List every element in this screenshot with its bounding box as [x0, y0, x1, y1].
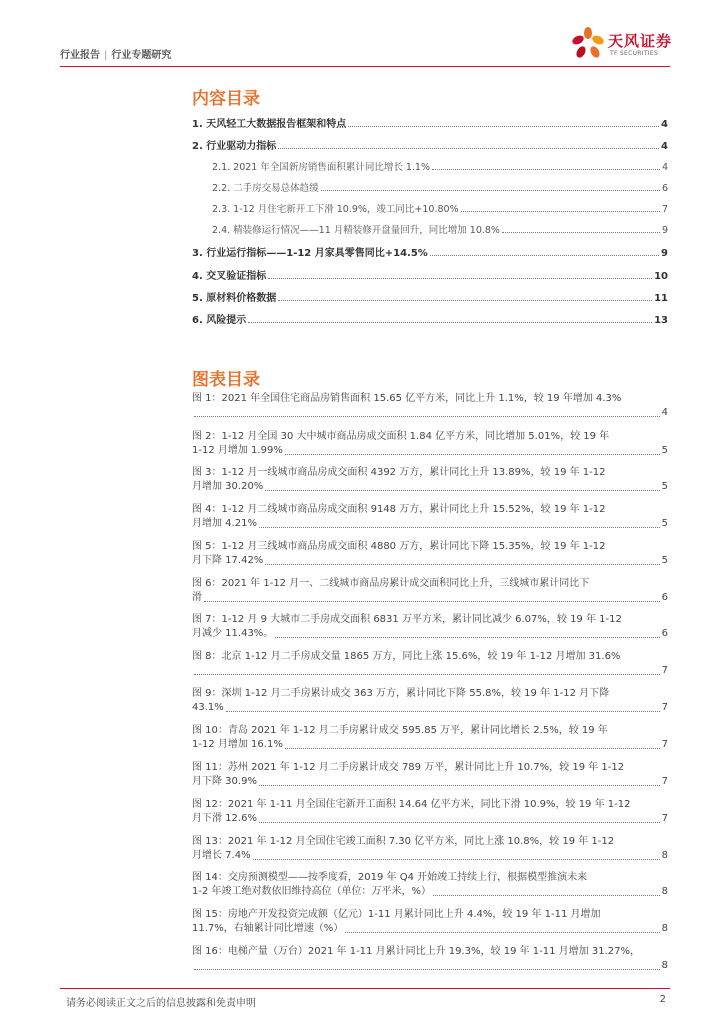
figure-entry[interactable]	[192, 613, 668, 641]
toc-entry-page: 10	[654, 271, 668, 282]
figure-leader-dots	[259, 822, 660, 823]
figure-leader-dots	[194, 969, 660, 970]
figure-entry-caption-cont: 43.1%	[192, 702, 224, 713]
figure-leader-dots	[433, 895, 660, 896]
figure-entry-caption: 图 13：2021 年 1-12 月全国住宅竣工面积 7.30 亿平方米，同比上涨 10.8%，较 19 年 1-12	[192, 836, 615, 847]
toc-entry-label: 4. 交叉验证指标	[192, 271, 267, 282]
figure-entry-caption: 图 6：2021 年 1-12 月一、二线城市商品房累计成交面积同比上升，三线城市累计同比下	[192, 578, 590, 589]
figure-entry-page: 7	[661, 739, 668, 750]
figure-entry-page: 8	[661, 886, 668, 897]
figure-entry-caption: 图 11：苏州 2021 年 1-12 月二手房累计成交 789 万平，累计同比上升 10.7%，较 19 年 1-12	[192, 762, 625, 773]
figure-entry-caption: 图 12：2021 年 1-11 月全国住宅新开工面积 14.64 亿平方米，同比下滑 10.9%，较 19 年 1-12	[192, 799, 631, 810]
toc-entry[interactable]	[192, 268, 668, 282]
figure-entry-continuation	[192, 517, 668, 531]
figure-entry-caption: 图 3：1-12 月一线城市商品房成交面积 4392 万方，累计同比上升 13.89%，较 19 年 1-12	[192, 467, 606, 478]
figure-entry-caption: 图 9：深圳 1-12 月二手房累计成交 363 万方，累计同比下降 55.8%，较 19 年 1-12 月下降	[192, 688, 610, 699]
toc-entry[interactable]	[212, 201, 668, 215]
figure-entry-caption-cont: 1-12 月增加 1.99%	[192, 445, 283, 456]
figure-entry-continuation	[192, 701, 668, 715]
figure-entry[interactable]	[192, 540, 668, 568]
figure-entry[interactable]	[192, 503, 668, 531]
header-report-subtype: 行业专题研究	[111, 50, 172, 61]
figure-entry-continuation	[192, 406, 668, 420]
figure-leader-dots	[259, 527, 660, 528]
figure-leader-dots	[265, 564, 659, 565]
figure-entry-page: 4	[661, 407, 668, 418]
figure-entry-continuation	[192, 922, 668, 936]
toc-leader-dots	[278, 148, 659, 149]
figure-entry-caption: 图 16：电梯产量（万台）2021 年 1-11 月累计同比上升 19.3%，较 19 年 1-11 月增加 31.27%，	[192, 946, 640, 957]
header-category	[60, 46, 171, 61]
figure-entry-continuation	[192, 812, 668, 826]
toc-leader-dots	[278, 300, 652, 301]
figure-leader-dots	[285, 748, 660, 749]
figure-leader-dots	[275, 637, 659, 638]
figure-leader-dots	[194, 674, 660, 675]
figure-entry[interactable]	[192, 650, 668, 678]
figure-entry-caption: 图 2：1-12 月全国 30 大中城市商品房成交面积 1.84 亿平方米，同比增加 5.01%，较 19 年	[192, 431, 610, 442]
toc-leader-dots	[321, 190, 660, 191]
figure-entry[interactable]	[192, 577, 668, 605]
figure-entry-page: 5	[661, 518, 668, 529]
figure-entry-caption: 图 10：青岛 2021 年 1-12 月二手房累计成交 595.85 万平，累计同比增长 2.5%，较 19 年	[192, 725, 608, 736]
figure-entry-caption-cont: 1-2 年竣工绝对数依旧维持高位（单位：万平米，%）	[192, 886, 432, 897]
figure-entry[interactable]	[192, 835, 668, 863]
figure-leader-dots	[265, 490, 659, 491]
toc-entry-label: 2. 行业驱动力指标	[192, 141, 277, 152]
header-report-type: 行业报告	[60, 50, 100, 61]
figure-entry-continuation	[192, 591, 668, 605]
toc-entry-page: 9	[661, 225, 668, 236]
figure-entry[interactable]	[192, 761, 668, 789]
figures-title: 图表目录	[192, 370, 260, 390]
figure-entry-page: 8	[661, 850, 668, 861]
toc-entry-label: 3. 行业运行指标——1-12 月家具零售同比+14.5%	[192, 248, 428, 259]
figure-entry-page: 7	[661, 813, 668, 824]
figure-entry[interactable]	[192, 724, 668, 752]
footer-page-number: 2	[659, 994, 666, 1005]
figure-leader-dots	[259, 785, 660, 786]
toc-leader-dots	[502, 232, 660, 233]
figure-entry-continuation	[192, 738, 668, 752]
toc-leader-dots	[348, 126, 659, 127]
toc-entry[interactable]	[192, 138, 668, 152]
toc-entry-label: 2.1. 2021 年全国新房销售面积累计同比增长 1.1%	[212, 162, 430, 173]
figure-entry-page: 8	[661, 960, 668, 971]
figure-entry-page: 7	[661, 702, 668, 713]
figure-entry-caption: 图 1：2021 年全国住宅商品房销售面积 15.65 亿平方米，同比上升 1.1%，较 19 年增加 4.3%	[192, 393, 622, 404]
toc-entry-page: 4	[661, 141, 668, 152]
figure-entry-continuation	[192, 775, 668, 789]
figure-entry-continuation	[192, 959, 668, 973]
figure-entry-continuation	[192, 480, 668, 494]
logo-brand-text: 天风证券	[608, 32, 673, 50]
company-logo	[570, 26, 680, 66]
figure-leader-dots	[204, 601, 660, 602]
figure-leader-dots	[253, 859, 660, 860]
toc-entry-label: 2.4. 精装修运行情况——11 月精装修开盘量回升，同比增加 10.8%	[212, 225, 500, 236]
figure-entry[interactable]	[192, 871, 668, 899]
figure-entry-caption-cont: 月下降 30.9%	[192, 776, 257, 787]
toc-leader-dots	[248, 322, 652, 323]
figure-entry[interactable]	[192, 392, 668, 420]
figure-entry-continuation	[192, 885, 668, 899]
toc-entry[interactable]	[192, 116, 668, 130]
figure-entry-page: 5	[661, 555, 668, 566]
figure-entry-caption: 图 14：交房预测模型——按季度看，2019 年 Q4 开始竣工持续上行，根据模型推演未来	[192, 872, 588, 883]
figure-leader-dots	[345, 932, 659, 933]
figure-entry-caption-cont: 月下滑 12.6%	[192, 813, 257, 824]
logo-brand-english: TF SECURITIES	[610, 50, 659, 57]
toc-title: 内容目录	[192, 89, 260, 109]
toc-entry[interactable]	[192, 290, 668, 304]
figure-entry-caption-cont: 月下降 17.42%	[192, 555, 264, 566]
header-divider	[60, 66, 670, 67]
toc-entry[interactable]	[212, 180, 668, 194]
figure-entry-page: 7	[661, 665, 668, 676]
figure-entry-caption-cont: 月增加 4.21%	[192, 518, 257, 529]
toc-entry[interactable]	[212, 159, 668, 173]
figure-entry[interactable]	[192, 687, 668, 715]
figure-entry-caption: 图 8：北京 1-12 月二手房成交量 1865 万方，同比上涨 15.6%，较 19 年 1-12 月增加 31.6%	[192, 651, 621, 662]
figure-entry-caption: 图 7：1-12 月 9 大城市二手房成交面积 6831 万平方米，累计同比减少 6.07%，较 19 年 1-12	[192, 614, 622, 625]
figure-entry-page: 5	[661, 445, 668, 456]
figure-entry-continuation	[192, 664, 668, 678]
figure-entry-caption-cont: 月减少 11.43%。	[192, 628, 274, 639]
toc-entry-label: 5. 原材料价格数据	[192, 293, 277, 304]
figure-entry-caption: 图 4：1-12 月二线城市商品房成交面积 9148 万方，累计同比上升 15.52%，较 19 年 1-12	[192, 504, 606, 515]
figure-entry-continuation	[192, 444, 668, 458]
logo-flower-icon	[570, 26, 606, 64]
toc-entry-page: 4	[661, 119, 668, 130]
figure-entry-caption-cont: 1-12 月增加 16.1%	[192, 739, 283, 750]
toc-entry-page: 6	[661, 183, 668, 194]
figure-entry-caption: 图 5：1-12 月三线城市商品房成交面积 4880 万方，累计同比下降 15.35%，较 19 年 1-12	[192, 541, 606, 552]
figure-entry-page: 6	[661, 592, 668, 603]
toc-leader-dots	[461, 211, 660, 212]
figure-entry[interactable]	[192, 466, 668, 494]
figure-leader-dots	[285, 454, 660, 455]
figure-entry-caption-cont: 滑	[192, 592, 202, 603]
figure-entry-continuation	[192, 627, 668, 641]
toc-leader-dots	[432, 169, 660, 170]
toc-entry-label: 2.2. 二手房交易总体趋缓	[212, 183, 319, 194]
figure-leader-dots	[194, 416, 660, 417]
figure-leader-dots	[226, 711, 660, 712]
figure-entry-caption-cont: 月增长 7.4%	[192, 850, 251, 861]
figure-entry-page: 6	[661, 628, 668, 639]
figure-entry-page: 7	[661, 776, 668, 787]
figure-entry-continuation	[192, 849, 668, 863]
toc-entry[interactable]	[212, 222, 668, 236]
toc-entry-page: 11	[654, 293, 668, 304]
toc-entry-label: 1. 天风轻工大数据报告框架和特点	[192, 119, 347, 130]
toc-leader-dots	[268, 278, 652, 279]
figure-entry[interactable]	[192, 908, 668, 936]
figure-entry-caption: 图 15：房地产开发投资完成额（亿元）1-11 月累计同比上升 4.4%，较 19 年 1-11 月增加	[192, 909, 601, 920]
figure-entry-continuation	[192, 554, 668, 568]
toc-entry-page: 4	[661, 162, 668, 173]
figure-entry-caption-cont: 月增加 30.20%	[192, 481, 264, 492]
figure-entry[interactable]	[192, 945, 668, 973]
toc-entry-page: 13	[654, 315, 668, 326]
figure-entry-caption-cont: 11.7%，右轴累计同比增速（%）	[192, 923, 344, 934]
footer-divider	[60, 988, 670, 989]
toc-entry-page: 7	[661, 204, 668, 215]
toc-entry-page: 9	[661, 248, 668, 259]
figure-entry[interactable]	[192, 798, 668, 826]
footer-disclaimer: 请务必阅读正文之后的信息披露和免责申明	[66, 998, 256, 1009]
toc-entry-label: 6. 风险提示	[192, 315, 247, 326]
figure-entry-page: 5	[661, 481, 668, 492]
toc-entry-label: 2.3. 1-12 月住宅新开工下滑 10.9%，竣工同比+10.80%	[212, 204, 459, 215]
toc-entry[interactable]	[192, 245, 668, 259]
header-separator: |	[104, 50, 108, 61]
toc-leader-dots	[430, 255, 659, 256]
figure-entry-page: 8	[661, 923, 668, 934]
figure-entry[interactable]	[192, 430, 668, 458]
toc-entry[interactable]	[192, 312, 668, 326]
